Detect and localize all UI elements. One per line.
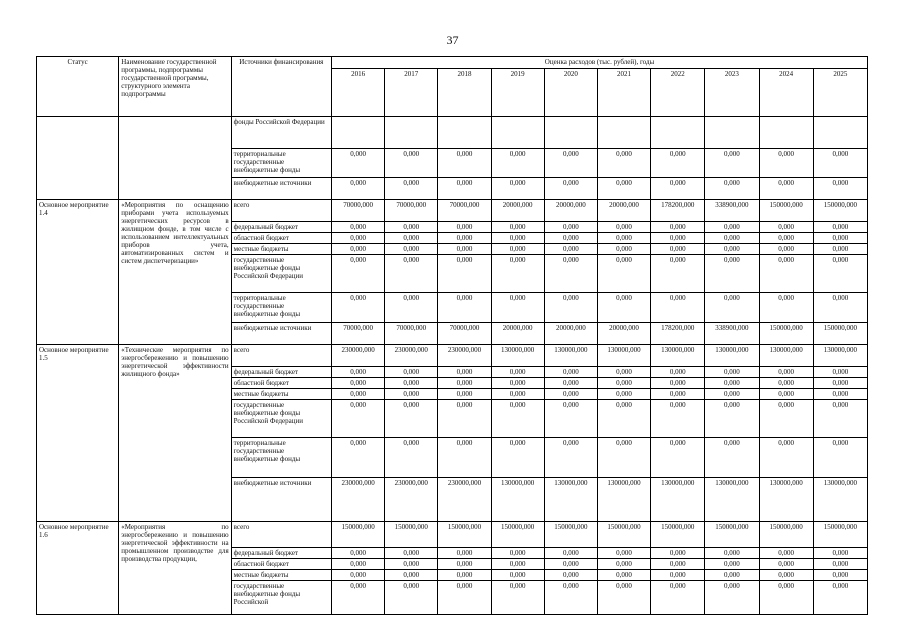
value-cell: 0,000 [544,570,597,581]
value-cell [544,117,597,149]
value-cell: 0,000 [385,233,438,244]
value-cell: 70000,000 [332,323,385,345]
status-cell: Основное мероприятие 1.4 [37,200,119,345]
value-cell: 130000,000 [705,478,759,522]
value-cell: 0,000 [597,438,650,478]
value-cell: 0,000 [705,367,759,378]
value-cell: 0,000 [705,570,759,581]
value-cell: 0,000 [705,233,759,244]
source-cell: всего [231,522,331,548]
table-body [37,117,868,615]
value-cell: 0,000 [491,581,544,615]
value-cell: 0,000 [759,389,813,400]
value-cell: 0,000 [438,178,491,200]
value-cell: 130000,000 [491,478,544,522]
value-cell: 0,000 [651,570,705,581]
value-cell: 150000,000 [385,522,438,548]
value-cell: 0,000 [385,378,438,389]
value-cell: 0,000 [438,570,491,581]
value-cell: 130000,000 [705,345,759,367]
source-cell: государственные внебюджетные фонды Российской Федерации [231,400,331,438]
value-cell: 0,000 [813,178,867,200]
value-cell: 0,000 [385,293,438,323]
name-cell: «Технические мероприятия по энергосбережению и повышению энергетической эффективности жилищного фонда» [119,345,231,522]
value-cell: 130000,000 [544,345,597,367]
value-cell: 0,000 [544,293,597,323]
value-cell: 0,000 [759,178,813,200]
value-cell: 0,000 [759,548,813,559]
name-cell: «Мероприятия по оснащению приборами учета используемых энергетических ресурсов в жилищном фонде, в том числе с использованием интеллектуальных приборов учета, автоматизированных систем и систем диспетчеризации» [119,200,231,345]
value-cell: 0,000 [491,293,544,323]
value-cell: 0,000 [491,178,544,200]
value-cell: 20000,000 [544,323,597,345]
value-cell: 0,000 [759,581,813,615]
value-cell: 0,000 [332,548,385,559]
value-cell: 0,000 [597,233,650,244]
value-cell: 0,000 [651,222,705,233]
table-header [37,57,868,117]
value-cell: 0,000 [332,293,385,323]
value-cell [705,117,759,149]
value-cell [385,117,438,149]
value-cell: 0,000 [651,389,705,400]
value-cell: 130000,000 [597,478,650,522]
value-cell: 0,000 [651,581,705,615]
value-cell: 0,000 [813,367,867,378]
value-cell: 0,000 [651,378,705,389]
value-cell [438,117,491,149]
value-cell: 0,000 [597,400,650,438]
value-cell: 0,000 [813,293,867,323]
value-cell: 0,000 [813,581,867,615]
year-header: 2016 [332,69,385,117]
status-cell: Основное мероприятие 1.6 [37,522,119,615]
value-cell: 0,000 [705,548,759,559]
value-cell: 0,000 [597,293,650,323]
value-cell: 0,000 [705,244,759,255]
source-cell: всего [231,345,331,367]
value-cell: 0,000 [332,149,385,178]
value-cell: 0,000 [813,559,867,570]
value-cell: 0,000 [813,548,867,559]
source-cell: внебюджетные источники [231,323,331,345]
value-cell: 0,000 [651,367,705,378]
value-cell: 0,000 [597,570,650,581]
value-cell: 150000,000 [597,522,650,548]
source-cell: федеральный бюджет [231,548,331,559]
page-cut [0,630,905,640]
value-cell: 150000,000 [332,522,385,548]
year-header: 2017 [385,69,438,117]
value-cell: 130000,000 [544,478,597,522]
source-cell: федеральный бюджет [231,222,331,233]
value-cell: 0,000 [597,559,650,570]
value-cell: 0,000 [651,149,705,178]
value-cell: 0,000 [759,222,813,233]
source-cell: федеральный бюджет [231,367,331,378]
value-cell [813,117,867,149]
value-cell: 0,000 [651,178,705,200]
year-header: 2025 [813,69,867,117]
value-cell: 0,000 [597,367,650,378]
value-cell: 0,000 [332,244,385,255]
value-cell: 70000,000 [332,200,385,222]
value-cell: 0,000 [705,222,759,233]
source-cell: внебюджетные источники [231,478,331,522]
value-cell: 20000,000 [491,323,544,345]
page-number: 37 [446,33,459,47]
value-cell: 150000,000 [705,522,759,548]
table-row [37,522,868,548]
value-cell: 150000,000 [651,522,705,548]
value-cell: 150000,000 [759,323,813,345]
value-cell: 0,000 [438,149,491,178]
value-cell: 0,000 [705,293,759,323]
value-cell: 178200,000 [651,323,705,345]
value-cell: 0,000 [705,178,759,200]
value-cell: 0,000 [385,438,438,478]
status-cell: Основное мероприятие 1.5 [37,345,119,522]
value-cell: 0,000 [332,389,385,400]
source-cell: фонды Российской Федерации [231,117,331,149]
value-cell: 230000,000 [332,345,385,367]
value-cell: 0,000 [597,389,650,400]
year-header: 2019 [491,69,544,117]
value-cell: 0,000 [491,367,544,378]
value-cell: 0,000 [385,389,438,400]
value-cell: 0,000 [438,389,491,400]
value-cell: 0,000 [332,178,385,200]
value-cell: 0,000 [332,400,385,438]
value-cell: 0,000 [332,559,385,570]
source-cell: территориальные государственные внебюджетные фонды [231,149,331,178]
value-cell: 0,000 [544,581,597,615]
value-cell: 0,000 [759,570,813,581]
status-cell [37,117,119,200]
value-cell: 0,000 [491,548,544,559]
value-cell [759,117,813,149]
value-cell: 0,000 [544,178,597,200]
value-cell: 0,000 [438,400,491,438]
value-cell: 0,000 [705,389,759,400]
value-cell: 0,000 [438,438,491,478]
value-cell: 0,000 [813,400,867,438]
value-cell: 0,000 [544,400,597,438]
value-cell: 0,000 [385,548,438,559]
value-cell: 0,000 [332,378,385,389]
value-cell: 150000,000 [813,200,867,222]
value-cell: 0,000 [332,255,385,293]
value-cell: 0,000 [651,548,705,559]
value-cell: 0,000 [544,548,597,559]
value-cell: 0,000 [438,244,491,255]
value-cell: 70000,000 [438,200,491,222]
value-cell: 130000,000 [759,345,813,367]
source-cell: территориальные государственные внебюджетные фонды [231,438,331,478]
value-cell: 0,000 [651,559,705,570]
source-cell: областной бюджет [231,378,331,389]
value-cell: 0,000 [438,255,491,293]
value-cell: 0,000 [651,233,705,244]
value-cell: 0,000 [813,389,867,400]
table-row [37,200,868,222]
value-cell: 0,000 [491,559,544,570]
value-cell: 0,000 [597,255,650,293]
value-cell: 0,000 [385,570,438,581]
value-cell: 0,000 [651,255,705,293]
value-cell: 0,000 [544,378,597,389]
value-cell: 150000,000 [759,522,813,548]
value-cell: 0,000 [438,367,491,378]
value-cell: 0,000 [597,548,650,559]
value-cell: 0,000 [813,244,867,255]
value-cell: 0,000 [438,293,491,323]
value-cell: 0,000 [705,378,759,389]
value-cell: 0,000 [385,178,438,200]
value-cell: 150000,000 [544,522,597,548]
value-cell: 0,000 [491,244,544,255]
budget-table [36,56,868,615]
value-cell: 230000,000 [385,478,438,522]
value-cell: 130000,000 [597,345,650,367]
value-cell: 130000,000 [651,345,705,367]
name-header: Наименование государственной программы, подпрограммы государственной программы, структурного элемента подпрограммы [119,57,231,117]
value-cell: 0,000 [759,367,813,378]
value-cell: 0,000 [597,178,650,200]
value-cell: 130000,000 [759,478,813,522]
value-cell: 338900,000 [705,200,759,222]
value-cell: 0,000 [385,367,438,378]
value-cell: 150000,000 [491,522,544,548]
year-header: 2021 [597,69,650,117]
value-cell: 0,000 [651,293,705,323]
value-cell: 0,000 [438,548,491,559]
source-cell: территориальные государственные внебюджетные фонды [231,293,331,323]
value-cell: 0,000 [438,559,491,570]
source-cell: местные бюджеты [231,570,331,581]
year-header: 2018 [438,69,491,117]
value-cell: 0,000 [544,389,597,400]
value-cell: 0,000 [438,378,491,389]
value-cell: 0,000 [544,244,597,255]
value-cell: 0,000 [544,149,597,178]
value-cell: 0,000 [438,233,491,244]
value-cell: 0,000 [759,244,813,255]
value-cell: 0,000 [759,559,813,570]
value-cell: 0,000 [385,400,438,438]
value-cell: 0,000 [759,438,813,478]
year-header: 2023 [705,69,759,117]
value-cell: 0,000 [597,581,650,615]
value-cell: 0,000 [705,559,759,570]
value-cell: 0,000 [332,233,385,244]
value-cell: 130000,000 [813,478,867,522]
value-cell: 178200,000 [651,200,705,222]
value-cell: 0,000 [544,255,597,293]
value-cell: 0,000 [759,293,813,323]
year-header: 2022 [651,69,705,117]
value-cell: 0,000 [385,244,438,255]
value-cell: 70000,000 [438,323,491,345]
value-cell [651,117,705,149]
source-cell: государственные внебюджетные фонды Российской Федерации [231,255,331,293]
source-cell: всего [231,200,331,222]
value-cell: 0,000 [332,581,385,615]
value-cell: 0,000 [544,222,597,233]
value-cell: 0,000 [332,570,385,581]
source-cell: местные бюджеты [231,244,331,255]
value-cell: 130000,000 [651,478,705,522]
value-cell: 20000,000 [597,200,650,222]
value-cell: 230000,000 [438,345,491,367]
value-cell: 0,000 [813,378,867,389]
value-cell: 0,000 [597,222,650,233]
value-cell: 20000,000 [491,200,544,222]
value-cell: 0,000 [705,149,759,178]
value-cell: 0,000 [597,149,650,178]
value-cell: 130000,000 [813,345,867,367]
value-cell: 0,000 [705,400,759,438]
value-cell: 230000,000 [385,345,438,367]
value-cell: 70000,000 [385,323,438,345]
value-cell: 0,000 [597,378,650,389]
value-cell: 0,000 [491,149,544,178]
value-cell: 20000,000 [544,200,597,222]
value-cell: 70000,000 [385,200,438,222]
value-cell: 0,000 [813,570,867,581]
value-cell: 150000,000 [759,200,813,222]
value-cell: 0,000 [705,581,759,615]
value-cell [491,117,544,149]
value-cell: 0,000 [332,222,385,233]
value-cell: 0,000 [813,255,867,293]
value-cell: 20000,000 [597,323,650,345]
value-cell: 0,000 [759,233,813,244]
value-cell: 0,000 [544,233,597,244]
value-cell: 0,000 [491,389,544,400]
year-header: 2024 [759,69,813,117]
value-cell: 0,000 [385,559,438,570]
value-cell: 0,000 [759,400,813,438]
value-cell: 0,000 [759,149,813,178]
value-cell: 0,000 [491,570,544,581]
value-cell: 0,000 [813,222,867,233]
value-cell: 0,000 [438,222,491,233]
value-cell: 0,000 [491,255,544,293]
value-cell: 0,000 [705,438,759,478]
sources-header: Источники финансирования [231,57,331,117]
year-header: 2020 [544,69,597,117]
status-header: Статус [37,57,119,117]
value-cell: 230000,000 [332,478,385,522]
value-cell: 0,000 [705,255,759,293]
value-cell: 0,000 [385,149,438,178]
source-cell: внебюджетные источники [231,178,331,200]
value-cell: 0,000 [813,233,867,244]
value-cell: 0,000 [813,149,867,178]
value-cell: 0,000 [813,438,867,478]
value-cell [332,117,385,149]
value-cell: 0,000 [332,438,385,478]
source-cell: государственные внебюджетные фонды Российской [231,581,331,615]
value-cell: 0,000 [491,378,544,389]
value-cell: 0,000 [544,559,597,570]
value-cell: 0,000 [759,378,813,389]
value-cell: 0,000 [385,222,438,233]
value-cell: 0,000 [544,438,597,478]
value-cell: 0,000 [651,244,705,255]
value-cell: 230000,000 [438,478,491,522]
value-cell: 338900,000 [705,323,759,345]
value-cell: 0,000 [759,255,813,293]
source-cell: областной бюджет [231,559,331,570]
value-cell: 150000,000 [813,522,867,548]
value-cell: 0,000 [385,255,438,293]
value-cell: 0,000 [332,367,385,378]
source-cell: местные бюджеты [231,389,331,400]
estimate-header: Оценка расходов (тыс. рублей), годы [332,57,868,69]
value-cell: 150000,000 [813,323,867,345]
value-cell: 0,000 [651,438,705,478]
value-cell: 0,000 [597,244,650,255]
name-cell [119,117,231,200]
value-cell: 130000,000 [491,345,544,367]
source-cell: областной бюджет [231,233,331,244]
value-cell: 0,000 [491,400,544,438]
table-row [37,345,868,367]
value-cell: 0,000 [651,400,705,438]
table-row [37,117,868,149]
value-cell: 0,000 [385,581,438,615]
value-cell: 0,000 [438,581,491,615]
value-cell: 0,000 [544,367,597,378]
value-cell [597,117,650,149]
value-cell: 0,000 [491,438,544,478]
value-cell: 0,000 [491,222,544,233]
name-cell: «Мероприятия по энергосбережению и повышению энергетической эффективности на промышленном производстве для производства продукции, [119,522,231,615]
value-cell: 150000,000 [438,522,491,548]
value-cell: 0,000 [491,233,544,244]
